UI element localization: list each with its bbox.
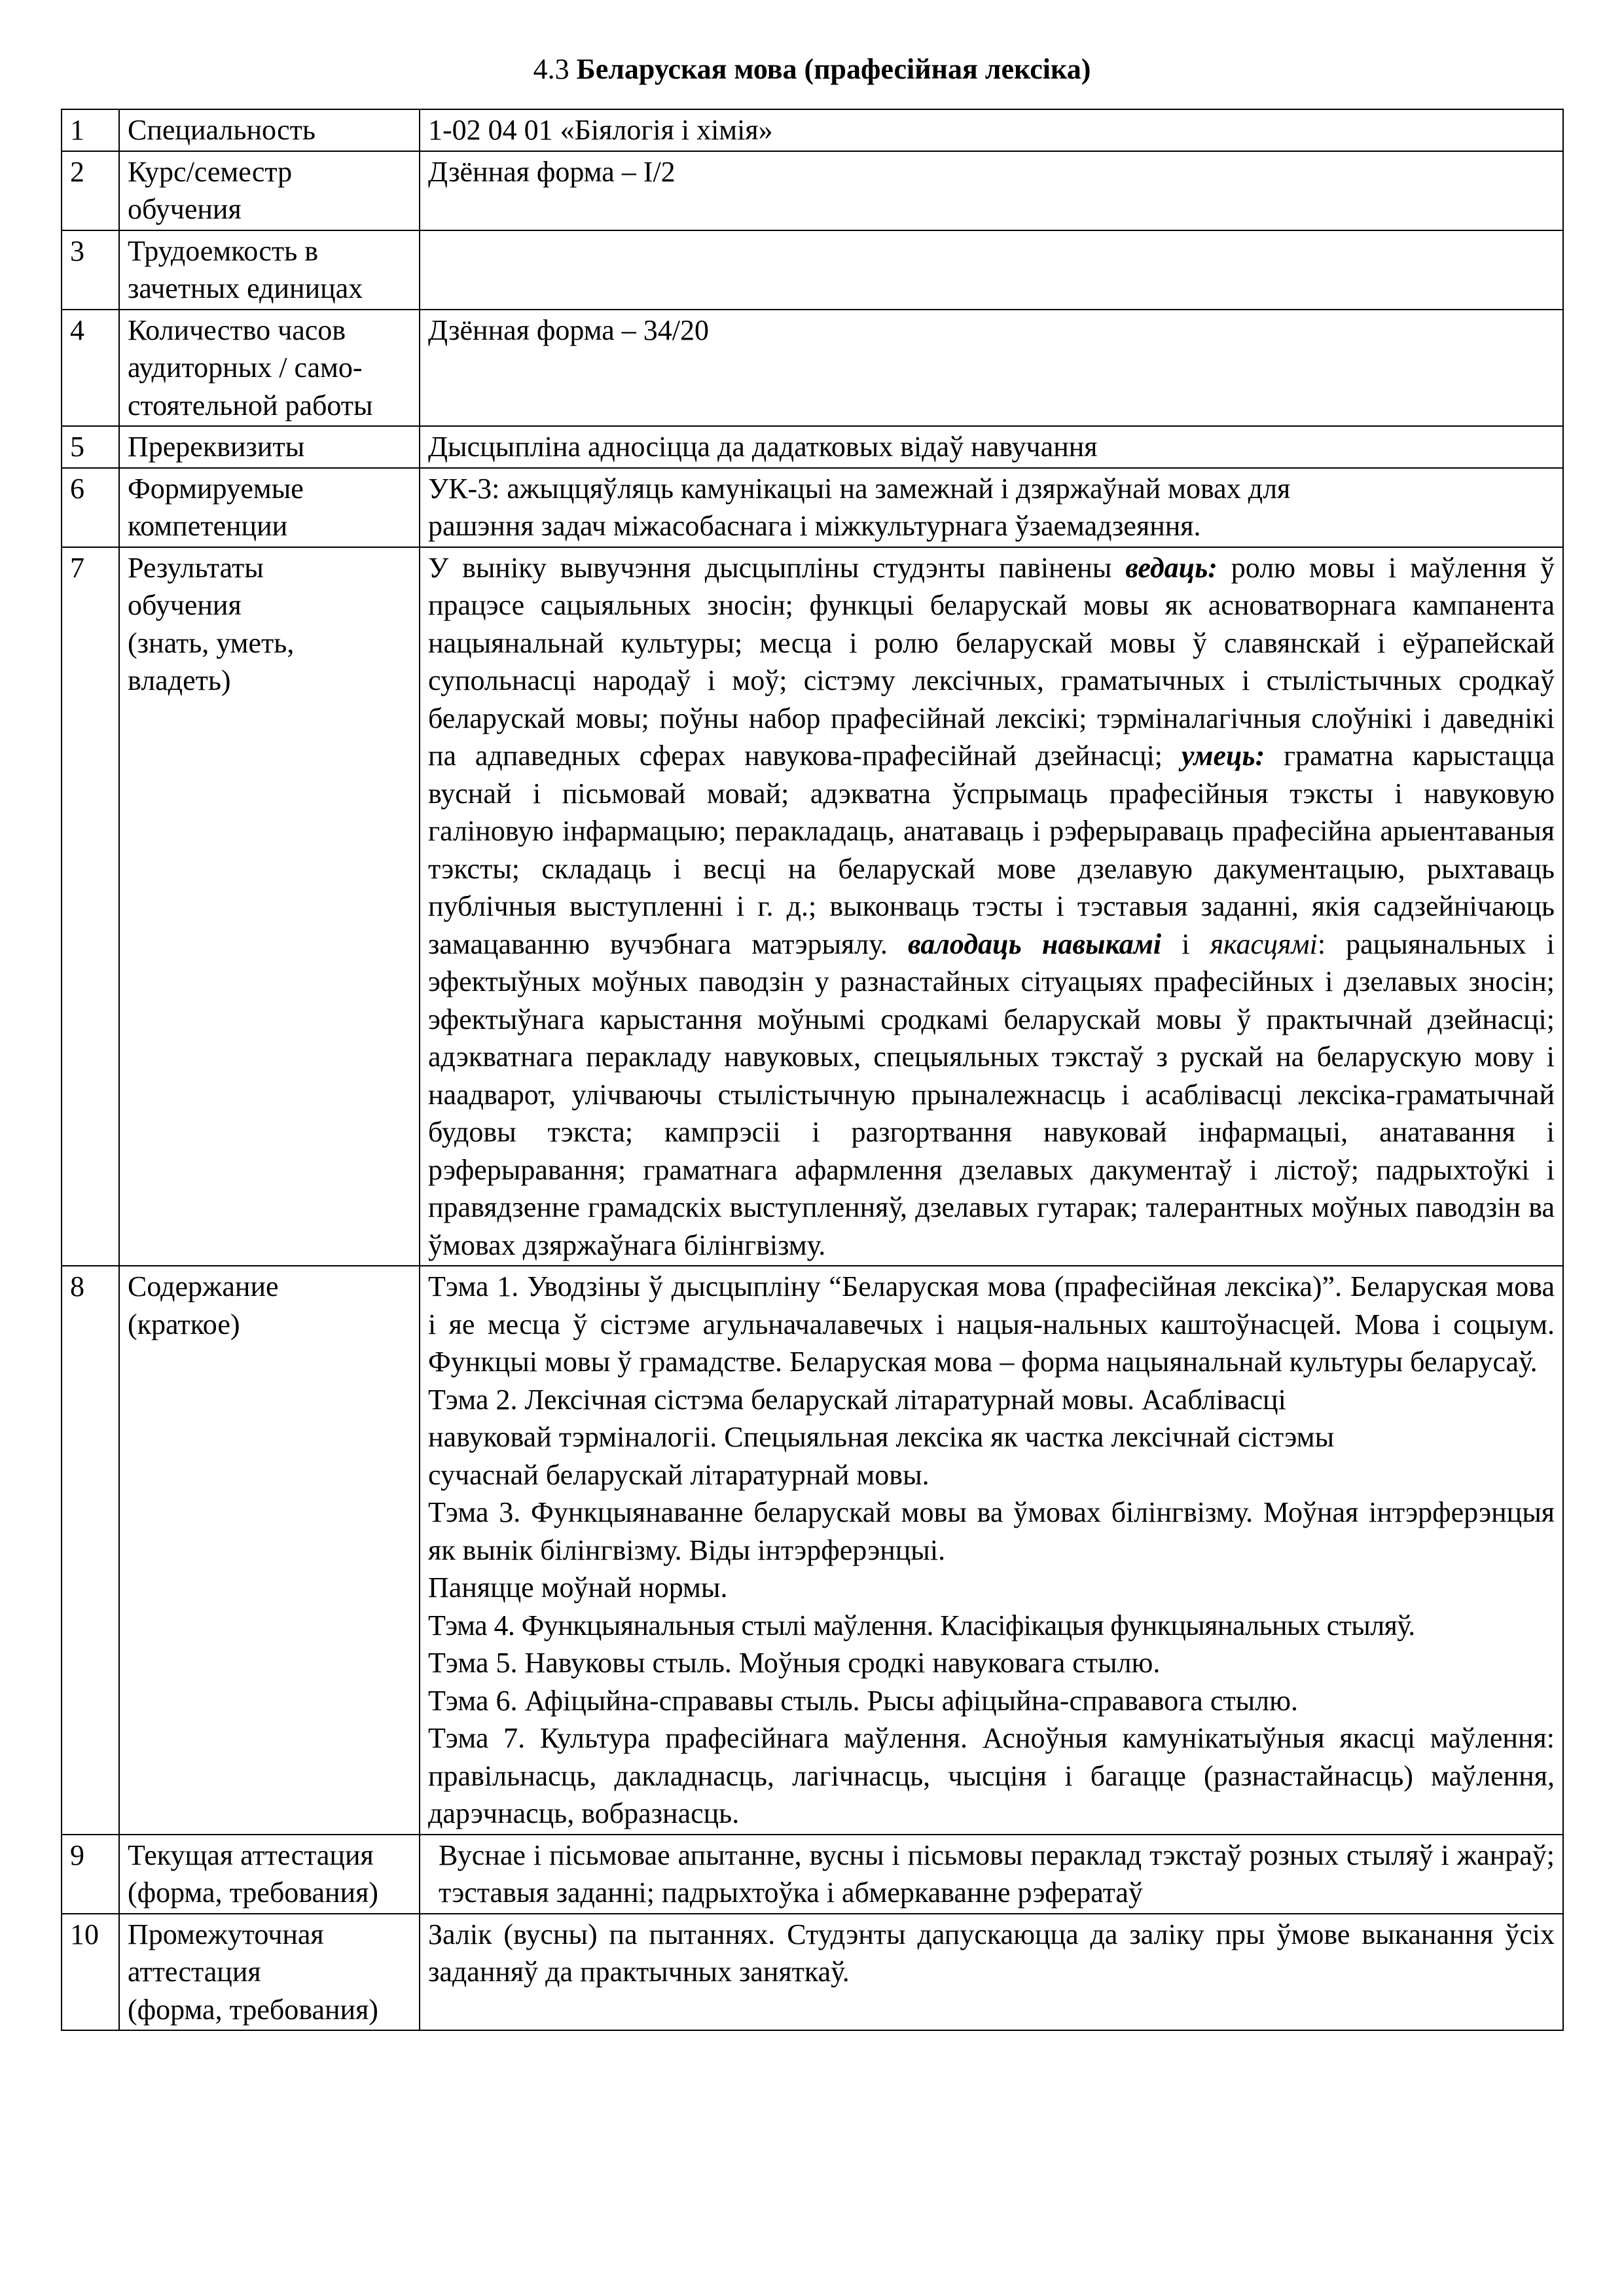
course-content — [420, 1266, 1563, 1835]
row-label: Пререквизиты — [119, 426, 420, 468]
label-line: (форма, требования) — [128, 1993, 378, 2026]
row-number: 6 — [62, 468, 119, 547]
row-number: 5 — [62, 426, 119, 468]
label-line: Курс/семестр — [128, 155, 293, 188]
row-value: Дзённая форма – 34/20 — [420, 310, 1563, 427]
section-number: 4.3 — [533, 53, 569, 85]
row-label — [119, 547, 420, 1266]
label-line: (краткое) — [128, 1308, 240, 1340]
label-line: владеть) — [128, 664, 231, 696]
label-line: аудиторных / само- — [128, 351, 363, 384]
topic-1: Тэма 1. Уводзіны ў дысцыпліну “Беларуская мова (прафесійная лексіка)”. Беларуская мова і яе месца ў сістэме агульначалавечых і нацыя-нальных каштоўнасцей. Мова і соцыум. Функцыі мовы ў грамадстве. Беларуская мова – форма нацыянальнай культуры беларусаў. — [428, 1270, 1555, 1378]
label-line: обучения — [128, 193, 242, 225]
topic-2 — [428, 1381, 1555, 1494]
topic-2-line: сучаснай беларускай літаратурнай мовы. — [428, 1458, 929, 1491]
row-label — [119, 468, 420, 547]
row-label — [119, 151, 420, 230]
row-value: Залік (вусны) па пытаннях. Студэнты дапускаюцца да заліку пры ўмове выканання ўсіх заданняў да практычных заняткаў. — [420, 1914, 1563, 2031]
label-line: Количество часов — [128, 314, 346, 346]
outcomes-know: ролю мовы і маўлення ў працэсе сацыяльных зносін; функцыі беларускай мовы як асноватворнага кампанента нацыянальнай культуры; месца і ролю беларускай мовы ў славянскай і еўрапейскай супольнасці народаў і моў; сістэму лексічных, граматычных і стылістычных сродкаў беларускай мовы; поўны набор прафесійнай лексікі; тэрміналагічныя слоўнікі і даведнікі па адпаведных сферах навукова-прафесійнай дзейнасці; — [428, 551, 1555, 772]
table-row — [62, 1914, 1563, 2031]
outcomes-can: граматна карыстацца вуснай і пісьмовай мовай; адэкватна ўспрымаць прафесійныя тэксты і навуковую галіновую інфармацыю; перакладаць, анатаваць і рэферыраваць прафесійна арыентаваныя тэксты; складаць і весці на беларускай мове дзелавую дакументацыю, рыхтаваць публічныя выступленні і г. д.; выконваць тэсты і тэставыя заданні, якія садзейнічаюць замацаванню вучэбнага матэрыялу. — [428, 740, 1555, 960]
section-name: Беларуская мова (прафесійная лексіка) — [576, 53, 1091, 85]
label-line: Трудоемкость в — [128, 234, 318, 267]
table-row — [62, 310, 1563, 427]
table-row — [62, 547, 1563, 1266]
value-line: рашэння задач міжасобаснага і міжкультурнага ўзаемадзеяння. — [428, 510, 1201, 542]
keyword-skills: валодаць навыкамі — [907, 927, 1162, 960]
table-row — [62, 109, 1563, 151]
topic-4: Тэма 4. Функцыянальныя стылі маўлення. Класіфікацыя функцыянальных стыляў. — [428, 1609, 1415, 1641]
row-value: 1-02 04 01 «Біялогія і хімія» — [420, 109, 1563, 151]
row-value: Дзённая форма – I/2 — [420, 151, 1563, 230]
row-number: 4 — [62, 310, 119, 427]
label-line: зачетных единицах — [128, 272, 363, 304]
label-line: Промежуточная — [128, 1918, 324, 1950]
row-label — [119, 1914, 420, 2031]
outcomes-and: і — [1161, 927, 1210, 960]
row-value: Вуснае і пісьмовае апытанне, вусны і пісьмовы пераклад тэкстаў розных стыляў і жанраў; тэставыя заданні; падрыхтоўка і абмеркаванне рэфератаў — [420, 1835, 1563, 1914]
outcomes-intro: У выніку вывучэння дысцыпліны студэнты павінены — [428, 551, 1112, 584]
topic-2-line: навуковай тэрміналогіі. Спецыяльная лексіка як частка лексічнай сістэмы — [428, 1421, 1335, 1453]
label-line: обучения — [128, 589, 242, 621]
outcomes-skills: : рацыянальных і эфектыўных моўных паводзін у разнастайных сітуацыях прафесійных і дзелавых зносін; эфектыўнага карыстання моўнымі сродкамі беларускай мовы ў практычнай дзейнасці; адэкватнага перакладу навуковых, спецыяльных тэкстаў з рускай на беларускую мову і наадварот, улічваючы стылістычную прыналежнасць і асаблівасці лексіка-граматычнай будовы тэкста; кампрэсіі і разгортвання навуковай інфармацыі, анатавання і рэферыравання; граматнага афармлення дзелавых дакументаў і лістоў; падрыхтоўкі і правядзенне грамадскіх выступленняў, дзелавых гутарак; талерантных моўных паводзін ва ўмовах дзяржаўнага білінгвізму. — [428, 927, 1555, 1261]
topic-5: Тэма 5. Навуковы стыль. Моўныя сродкі навуковага стылю. — [428, 1647, 1161, 1679]
learning-outcomes — [420, 547, 1563, 1266]
label-line: аттестация — [128, 1956, 261, 1988]
table-row — [62, 468, 1563, 547]
row-label — [119, 230, 420, 310]
topic-2-line: Тэма 2. Лексічная сістэма беларускай літаратурнай мовы. Асаблівасці — [428, 1383, 1286, 1416]
topic-6: Тэма 6. Афіцыйна-справавы стыль. Рысы афіцыйна-справавога стылю. — [428, 1684, 1298, 1717]
syllabus-table — [61, 109, 1564, 2031]
topic-3-note: Паняцце моўнай нормы. — [428, 1571, 728, 1604]
label-line: (форма, требования) — [128, 1876, 378, 1909]
row-number: 2 — [62, 151, 119, 230]
table-row — [62, 426, 1563, 468]
row-number: 1 — [62, 109, 119, 151]
topic-7: Тэма 7. Культура прафесійнага маўлення. Асноўныя камунікатыўныя якасці маўлення: правільнасць, дакладнасць, лагічнасць, чысціня і багацце (разнастайнасць) маўлення, дарэчнасць, вобразнасць. — [428, 1722, 1555, 1829]
row-number: 3 — [62, 230, 119, 310]
table-row — [62, 230, 1563, 310]
label-line: Текущая аттестация — [128, 1839, 374, 1871]
row-label — [119, 310, 420, 427]
row-value — [420, 468, 1563, 547]
row-number: 10 — [62, 1914, 119, 2031]
table-row — [62, 151, 1563, 230]
row-value: Дысцыпліна адносіцца да дадатковых відаў навучання — [420, 426, 1563, 468]
row-number: 7 — [62, 547, 119, 1266]
table-row — [62, 1266, 1563, 1835]
label-line: Формируемые — [128, 472, 304, 505]
row-label: Специальность — [119, 109, 420, 151]
label-line: компетенции — [128, 510, 288, 542]
topic-3: Тэма 3. Функцыянаванне беларускай мовы ва ўмовах білінгвізму. Моўная інтэрферэнцыя як вынік білінгвізму. Віды інтэрферэнцыі. — [428, 1496, 1555, 1566]
value-line: УК-3: ажыццяўляць камунікацыі на замежнай і дзяржаўнай мовах для — [428, 472, 1291, 505]
keyword-can: умець: — [1181, 740, 1265, 772]
row-label — [119, 1266, 420, 1835]
row-value — [420, 230, 1563, 310]
table-row — [62, 1835, 1563, 1914]
keyword-know: ведаць: — [1125, 551, 1218, 584]
label-line: (знать, уметь, — [128, 626, 295, 659]
page-title — [0, 51, 1624, 88]
keyword-qualities: якасцямі — [1210, 927, 1318, 960]
row-number: 9 — [62, 1835, 119, 1914]
label-line: стоятельной работы — [128, 389, 373, 422]
row-number: 8 — [62, 1266, 119, 1835]
label-line: Содержание — [128, 1270, 279, 1302]
label-line: Результаты — [128, 551, 264, 584]
row-label — [119, 1835, 420, 1914]
